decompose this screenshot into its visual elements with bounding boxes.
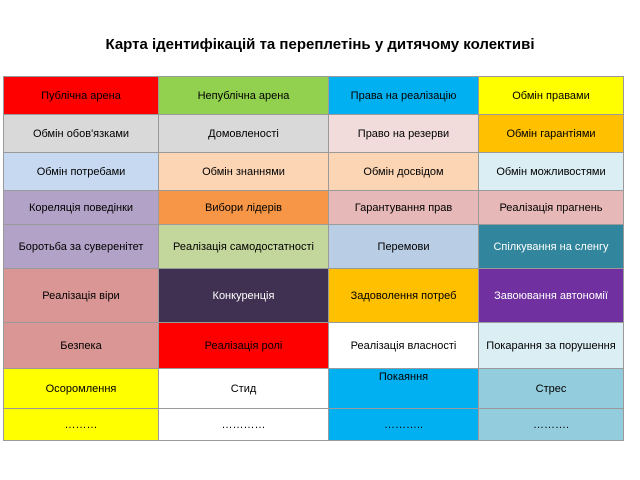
page-title: Карта ідентифікацій та переплетінь у дитячому колективі: [105, 36, 535, 53]
table-row: [4, 153, 624, 191]
table-cell: Задоволення потреб: [329, 269, 479, 323]
table-row: [4, 409, 624, 441]
table-cell: Право на резерви: [329, 115, 479, 153]
table-cell: ………..: [329, 409, 479, 441]
table-cell: Обмін досвідом: [329, 153, 479, 191]
table-row: [4, 115, 624, 153]
table-cell: Осоромлення: [4, 369, 159, 409]
table-cell: Кореляція поведінки: [4, 191, 159, 225]
table-cell: Обмін гарантіями: [479, 115, 624, 153]
table-cell: Обмін можливостями: [479, 153, 624, 191]
table-cell: Реалізація власності: [329, 323, 479, 369]
table-cell: Реалізація самодостатності: [159, 225, 329, 269]
table-row: [4, 191, 624, 225]
table-cell: Боротьба за суверенітет: [4, 225, 159, 269]
table-row: [4, 77, 624, 115]
table-cell: ………: [4, 409, 159, 441]
table-cell: Реалізація ролі: [159, 323, 329, 369]
table-cell: Обмін знаннями: [159, 153, 329, 191]
table-cell: Права на реалізацію: [329, 77, 479, 115]
table-row: [4, 369, 624, 409]
table-cell: Стрес: [479, 369, 624, 409]
table-cell: Обмін обов'язками: [4, 115, 159, 153]
table-cell: Покаяння: [329, 369, 479, 409]
table-cell: Реалізація віри: [4, 269, 159, 323]
table-cell: Публічна арена: [4, 77, 159, 115]
table-cell: Реалізація прагнень: [479, 191, 624, 225]
table-cell: Стид: [159, 369, 329, 409]
table-cell: …………: [159, 409, 329, 441]
table-cell: ……….: [479, 409, 624, 441]
table-cell: Завоювання автономії: [479, 269, 624, 323]
table-cell: Непублічна арена: [159, 77, 329, 115]
table-cell: Покарання за порушення: [479, 323, 624, 369]
table-cell: Обмін потребами: [4, 153, 159, 191]
table-row: [4, 225, 624, 269]
table-cell: Спілкування на сленгу: [479, 225, 624, 269]
table-cell: Обмін правами: [479, 77, 624, 115]
table-row: [4, 269, 624, 323]
table-cell: Конкуренція: [159, 269, 329, 323]
table-cell: Безпека: [4, 323, 159, 369]
identification-table: [3, 76, 624, 441]
table-cell: Домовленості: [159, 115, 329, 153]
table-cell: Вибори лідерів: [159, 191, 329, 225]
table-cell: Перемови: [329, 225, 479, 269]
table-cell: Гарантування прав: [329, 191, 479, 225]
table-row: [4, 323, 624, 369]
